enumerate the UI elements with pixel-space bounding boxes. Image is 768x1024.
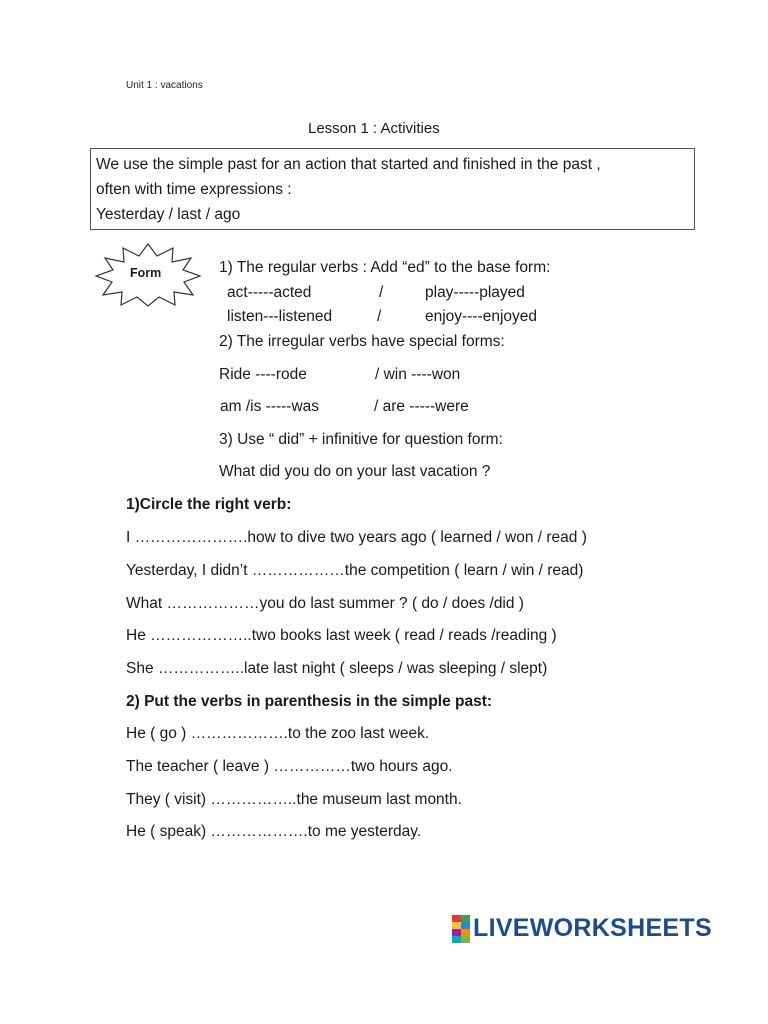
exercise1-item: What ………………you do last summer ? ( do / does /did ) [126,595,524,612]
irregular-example: am /is -----was [220,398,320,415]
rule-line: We use the simple past for an action that started and finished in the past , [96,156,601,173]
logo-tile [452,929,461,936]
regular-separator: / [379,284,384,301]
unit-title: Unit 1 : vacations [126,80,203,91]
exercise1-item: She ……………..late last night ( sleeps / was sleeping / slept) [126,660,548,677]
logo-tile [461,922,470,929]
exercise2-item: They ( visit) ……………..the museum last month. [126,791,462,808]
rule-line: Yesterday / last / ago [96,206,241,223]
irregular-example: Ride ----rode [219,366,307,383]
exercise2-item: He ( go ) ……………….to the zoo last week. [126,725,430,742]
logo-tile [452,936,461,943]
exercise1-title: 1)Circle the right verb: [126,496,292,513]
grammar-rule-box [90,148,695,230]
logo-text: LIVEWORKSHEETS [473,914,712,942]
regular-example: act-----acted [227,284,312,301]
rule-line: often with time expressions : [96,181,292,198]
lesson-title: Lesson 1 : Activities [308,120,440,137]
logo-tile [452,922,461,929]
exercise1-item: Yesterday, I didn’t ………………the competition ( learn / win / read) [126,562,584,579]
regular-example: listen---listened [227,308,333,325]
logo-tile [461,915,470,922]
question-form-example: What did you do on your last vacation ? [219,463,491,480]
exercise2-title: 2) Put the verbs in parenthesis in the simple past: [126,693,493,710]
logo-tile [461,936,470,943]
exercise2-item: He ( speak) ……………….to me yesterday. [126,823,422,840]
exercise1-item: He ………………..two books last week ( read / reads /reading ) [126,627,557,644]
question-form-title: 3) Use “ did” + infinitive for question form: [219,431,503,448]
regular-example: play-----played [425,284,525,301]
irregular-verbs-title: 2) The irregular verbs have special forms: [219,333,505,350]
logo-tile [452,915,461,922]
regular-verbs-title: 1) The regular verbs : Add “ed” to the base form: [219,259,551,276]
regular-separator: / [377,308,382,325]
exercise2-item: The teacher ( leave ) ……………two hours ago. [126,758,453,775]
irregular-example: / are -----were [374,398,469,415]
exercise1-item: I ………………….how to dive two years ago ( learned / won / read ) [126,529,587,546]
liveworksheets-logo-icon [452,915,470,943]
logo-tile [461,929,470,936]
liveworksheets-logo[interactable] [452,914,712,943]
regular-example: enjoy----enjoyed [425,308,537,325]
form-badge-label: Form [130,266,162,280]
irregular-example: / win ----won [375,366,461,383]
